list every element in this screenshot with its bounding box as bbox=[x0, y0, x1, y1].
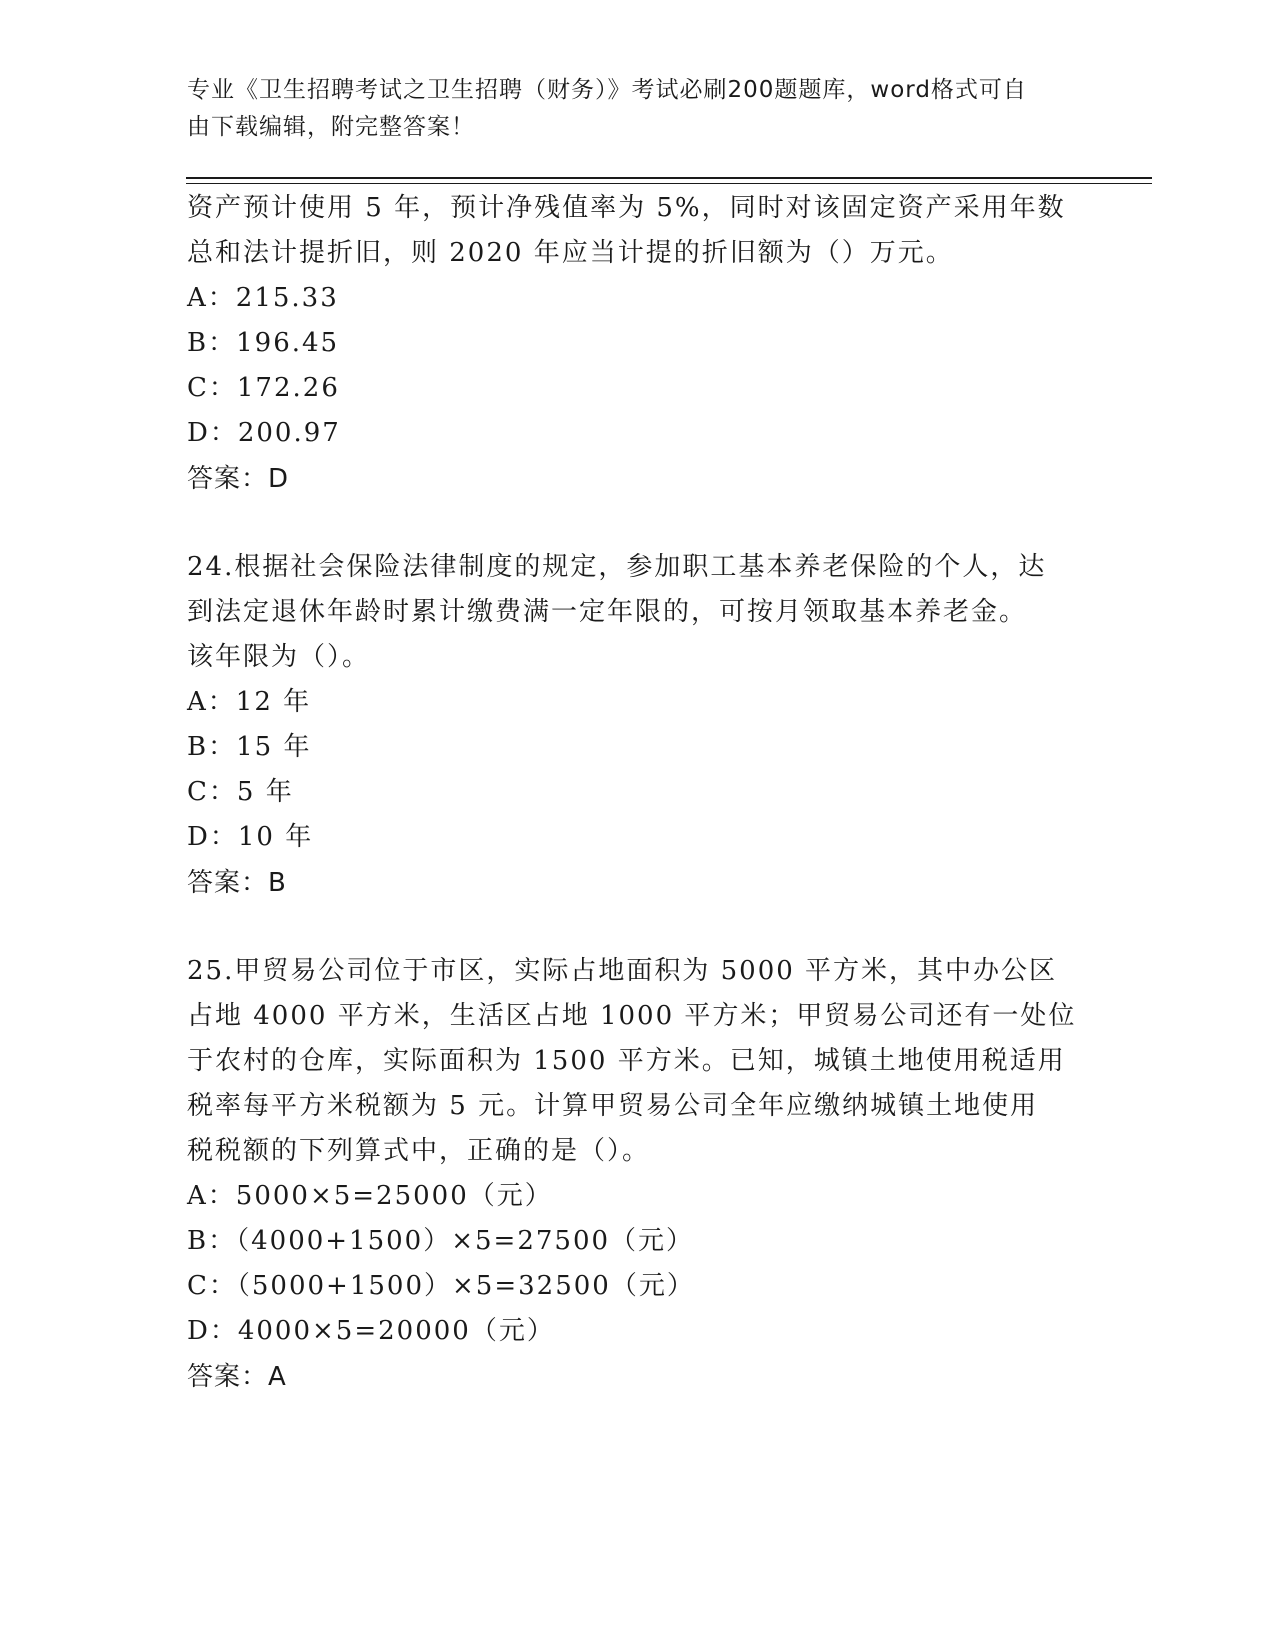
option-d: D：200.97 bbox=[187, 418, 341, 448]
question-stem-line: 25.甲贸易公司位于市区，实际占地面积为 5000 平方米，其中办公区 bbox=[187, 956, 1058, 986]
option-b: B：196.45 bbox=[187, 328, 340, 358]
question-spacer bbox=[187, 502, 1087, 545]
option-c: C：（5000+1500）×5=32500（元） bbox=[187, 1271, 695, 1301]
option-a: A：215.33 bbox=[187, 283, 339, 313]
document-header bbox=[187, 72, 1067, 146]
question-stem-line: 24.根据社会保险法律制度的规定，参加职工基本养老保险的个人，达 bbox=[187, 552, 1047, 582]
question-stem-line: 税率每平方米税额为 5 元。计算甲贸易公司全年应缴纳城镇土地使用 bbox=[187, 1091, 1039, 1121]
question-stem-line: 占地 4000 平方米，生活区占地 1000 平方米；甲贸易公司还有一处位 bbox=[187, 1001, 1077, 1031]
answer-line: 答案：B bbox=[187, 868, 287, 898]
option-c: C：172.26 bbox=[187, 373, 340, 403]
question-stem-line: 资产预计使用 5 年，预计净残值率为 5%，同时对该固定资产采用年数 bbox=[187, 193, 1066, 223]
answer-line: 答案：D bbox=[187, 464, 290, 494]
option-d: D：4000×5=20000（元） bbox=[187, 1316, 555, 1346]
option-b: B：（4000+1500）×5=27500（元） bbox=[187, 1226, 695, 1256]
answer-line: 答案：A bbox=[187, 1362, 287, 1392]
question-25 bbox=[187, 949, 1087, 1400]
header-line-1: 专业《卫生招聘考试之卫生招聘（财务）》考试必刷200题题库，word格式可自 bbox=[187, 77, 1027, 103]
question-stem-line: 到法定退休年龄时累计缴费满一定年限的，可按月领取基本养老金。 bbox=[187, 597, 1028, 627]
option-c: C：5 年 bbox=[187, 777, 294, 807]
header-line-2: 由下载编辑，附完整答案！ bbox=[187, 114, 475, 140]
option-a: A：12 年 bbox=[187, 687, 312, 717]
question-stem-line: 该年限为（）。 bbox=[187, 642, 371, 672]
question-content bbox=[187, 186, 1087, 1400]
question-continued bbox=[187, 186, 1087, 502]
option-b: B：15 年 bbox=[187, 732, 312, 762]
question-stem-line: 税税额的下列算式中，正确的是（）。 bbox=[187, 1136, 651, 1166]
option-a: A：5000×5=25000（元） bbox=[187, 1181, 553, 1211]
question-24 bbox=[187, 545, 1087, 906]
header-divider-thin bbox=[186, 183, 1152, 184]
question-stem-line: 总和法计提折旧，则 2020 年应当计提的折旧额为（）万元。 bbox=[187, 238, 954, 268]
question-stem-line: 于农村的仓库，实际面积为 1500 平方米。已知，城镇土地使用税适用 bbox=[187, 1046, 1066, 1076]
question-spacer bbox=[187, 906, 1087, 949]
option-d: D：10 年 bbox=[187, 822, 314, 852]
header-divider-thick bbox=[186, 177, 1152, 179]
